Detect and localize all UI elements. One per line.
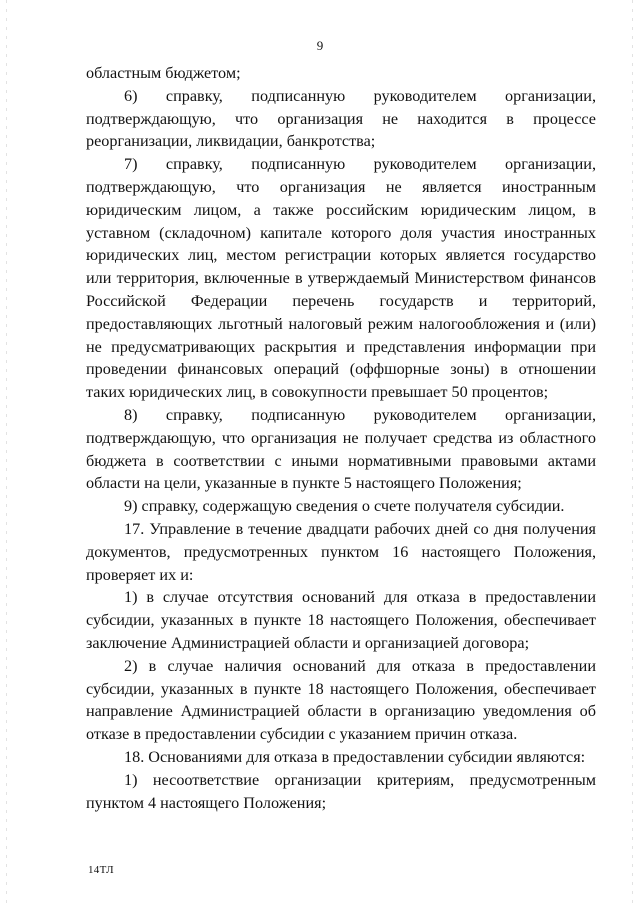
paragraph-continuation: областным бюджетом; <box>86 64 241 82</box>
paragraph-clause-18: 18. Основаниями для отказа в предоставлении субсидии являются: <box>124 747 586 766</box>
right-scan-edge <box>632 0 633 905</box>
paragraph-item-7: 7) справку, подписанную руководителем организации, подтверждающую, что организация не является иностранным юридическим лицом, а также российским юридическим лицом, в уставном (складочном) капитале которого доля участия иностранных юридических лиц, местом регистрации которых является государство или территория, включенные в утверждаемый Министерством финансов Российской Федерации перечень государств и территорий, предоставляющих льготный налоговый режим налогообложения и (или) не предусматривающих раскрытия и представления информации при проведении финансовых операций (оффшорные зоны) в отношении таких юридических лиц, в совокупности превышает 50 процентов; <box>86 155 596 402</box>
footer-code: 14ТЛ <box>88 864 114 876</box>
paragraph-item-6: 6) справку, подписанную руководителем организации, подтверждающую, что организация не находится в процессе реорганизации, ликвидации, банкротства; <box>86 86 596 151</box>
document-body <box>86 62 596 814</box>
paragraph-clause-17-item-2: 2) в случае наличия оснований для отказа в предоставлении субсидии, указанных в пункте 18 настоящего Положения, обеспечивает направление Администрацией области в организацию уведомления об отказе в предоставлении субсидии с указанием причин отказа. <box>86 656 596 744</box>
paragraph-clause-17: 17. Управление в течение двадцати рабочих дней со дня получения документов, предусмотренных пунктом 16 настоящего Положения, проверяет их и: <box>86 519 596 584</box>
paragraph-clause-18-item-1: 1) несоответствие организации критериям, предусмотренным пунктом 4 настоящего Положения; <box>86 770 596 812</box>
page-number: 9 <box>316 38 324 53</box>
left-scan-edge <box>6 0 7 905</box>
paragraph-clause-17-item-1: 1) в случае отсутствия оснований для отказа в предоставлении субсидии, указанных в пункте 18 настоящего Положения, обеспечивает заключение Администрацией области и организацией договора; <box>86 588 596 652</box>
paragraph-item-8: 8) справку, подписанную руководителем организации, подтверждающую, что организация не получает средства из областного бюджета в соответствии с иными нормативными правовыми актами области на цели, указанные в пункте 5 настоящего Положения; <box>86 405 596 493</box>
paragraph-item-9: 9) справку, содержащую сведения о счете получателя субсидии. <box>124 497 565 516</box>
